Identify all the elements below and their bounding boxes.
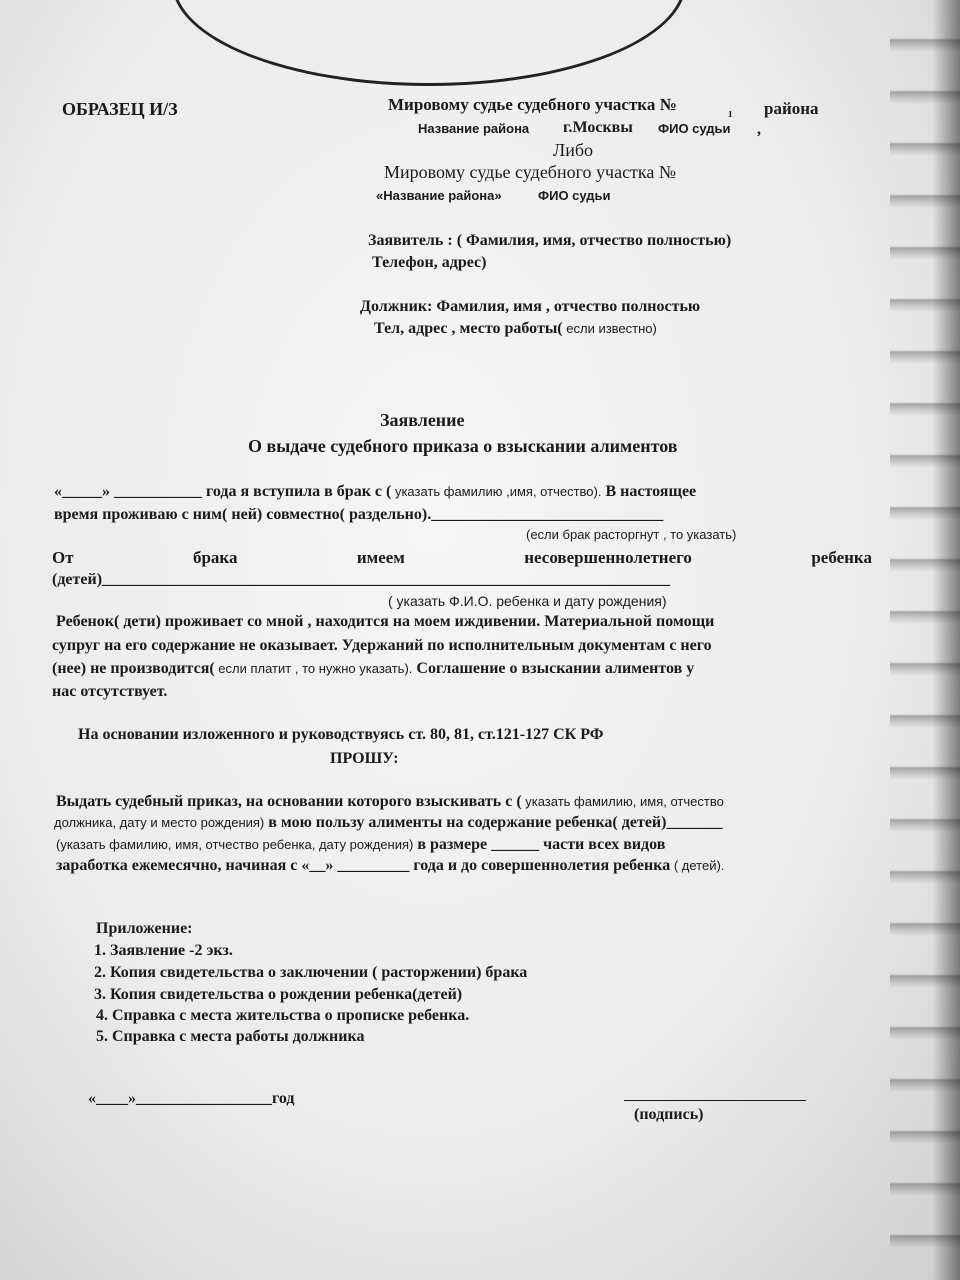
debtor-line2: Тел, адрес , место работы( если известно) (374, 320, 657, 337)
marriage-line1: «_____» ___________ года я вступила в брак с ( указать фамилию ,имя, отчество). В настоящее (54, 483, 697, 500)
residence-line2: супруг на его содержание не оказывает. Удержаний по исполнительным документам с него (52, 637, 712, 654)
children-word-4: несовершеннолетнего (524, 548, 692, 567)
city-name: г.Москвы (563, 119, 633, 136)
marriage-hint: (если брак расторгнут , то указать) (526, 527, 737, 542)
district-name: Название района (418, 121, 530, 136)
residence-line3: (нее) не производится( если платит , то нужно указать). Соглашение о взыскании алиментов у (52, 660, 695, 677)
request-line2: должника, дату и место рождения) в мою пользу алименты на содержание ребенка( детей)_______ (54, 814, 723, 831)
document-subtitle: О выдаче судебного приказа о взыскании алиментов (248, 436, 678, 456)
addressee-or: Либо (553, 140, 593, 160)
attachment-item-5: 5. Справка с места работы должника (96, 1028, 365, 1045)
residence-line1: Ребенок( дети) проживает со мной , находится на моем иждивении. Материальной помощи (56, 613, 715, 630)
basis-text: На основании изложенного и руководствуясь ст. 80, 81, ст.121-127 СК РФ (78, 726, 604, 743)
applicant-line1: Заявитель : ( Фамилия, имя, отчество полностью) (368, 232, 732, 249)
addressee-district-word: района (764, 99, 819, 118)
sample-label: ОБРАЗЕЦ И/З (62, 99, 178, 119)
document-title: Заявление (380, 410, 465, 430)
attachments-title: Приложение: (96, 920, 193, 937)
request-word: ПРОШУ: (330, 750, 399, 767)
addressee-line1: Мировому судье судебного участка № (388, 95, 677, 114)
children-word-1: От (52, 548, 74, 567)
district-name-quoted: «Название района» (376, 188, 502, 203)
attachment-item-2: 2. Копия свидетельства о заключении ( расторжении) брака (94, 964, 528, 981)
addressee-comma: , (757, 121, 761, 138)
addressee-mark: ₁ (728, 101, 733, 118)
marriage-line2: время проживаю с ним( ней) совместно( раздельно)._____________________________ (54, 506, 664, 523)
signature-caption: (подпись) (634, 1106, 704, 1123)
judge-name: ФИО судьи (658, 121, 731, 136)
children-word-5: ребенка (811, 548, 872, 567)
children-word-2: брака (192, 548, 238, 567)
request-line1: Выдать судебный приказ, на основании которого взыскивать с ( указать фамилию, имя, отчество (56, 793, 724, 810)
children-word-3: имеем (356, 548, 405, 567)
scan-edge-shadow (932, 0, 960, 1280)
attachment-item-3: 3. Копия свидетельства о рождении ребенка(детей) (94, 986, 463, 1003)
applicant-line2: Телефон, адрес) (372, 254, 487, 271)
signature-line (624, 1100, 806, 1101)
attachment-item-4: 4. Справка с места жительства о прописке ребенка. (96, 1007, 470, 1024)
children-hint: ( указать Ф.И.О. ребенка и дату рождения) (388, 593, 667, 609)
attachment-item-1: 1. Заявление -2 экз. (94, 942, 233, 959)
debtor-line1: Должник: Фамилия, имя , отчество полностью (360, 298, 701, 315)
children-line2: (детей)_______________________________________________________________________ (52, 571, 671, 588)
stamp-arc (172, 0, 686, 86)
judge-name-2: ФИО судьи (538, 188, 611, 203)
children-line1 (52, 548, 872, 568)
signature-date-line: «____»_________________год (88, 1090, 295, 1107)
addressee-line2: Мировому судье судебного участка № (384, 162, 677, 182)
request-line4: заработка ежемесячно, начиная с «__» _________ года и до совершеннолетия ребенка ( детей). (56, 857, 725, 874)
residence-line4: нас отсутствует. (52, 683, 168, 700)
request-line3: (указать фамилию, имя, отчество ребенка, дату рождения) в размере ______ части всех видов (56, 836, 666, 853)
